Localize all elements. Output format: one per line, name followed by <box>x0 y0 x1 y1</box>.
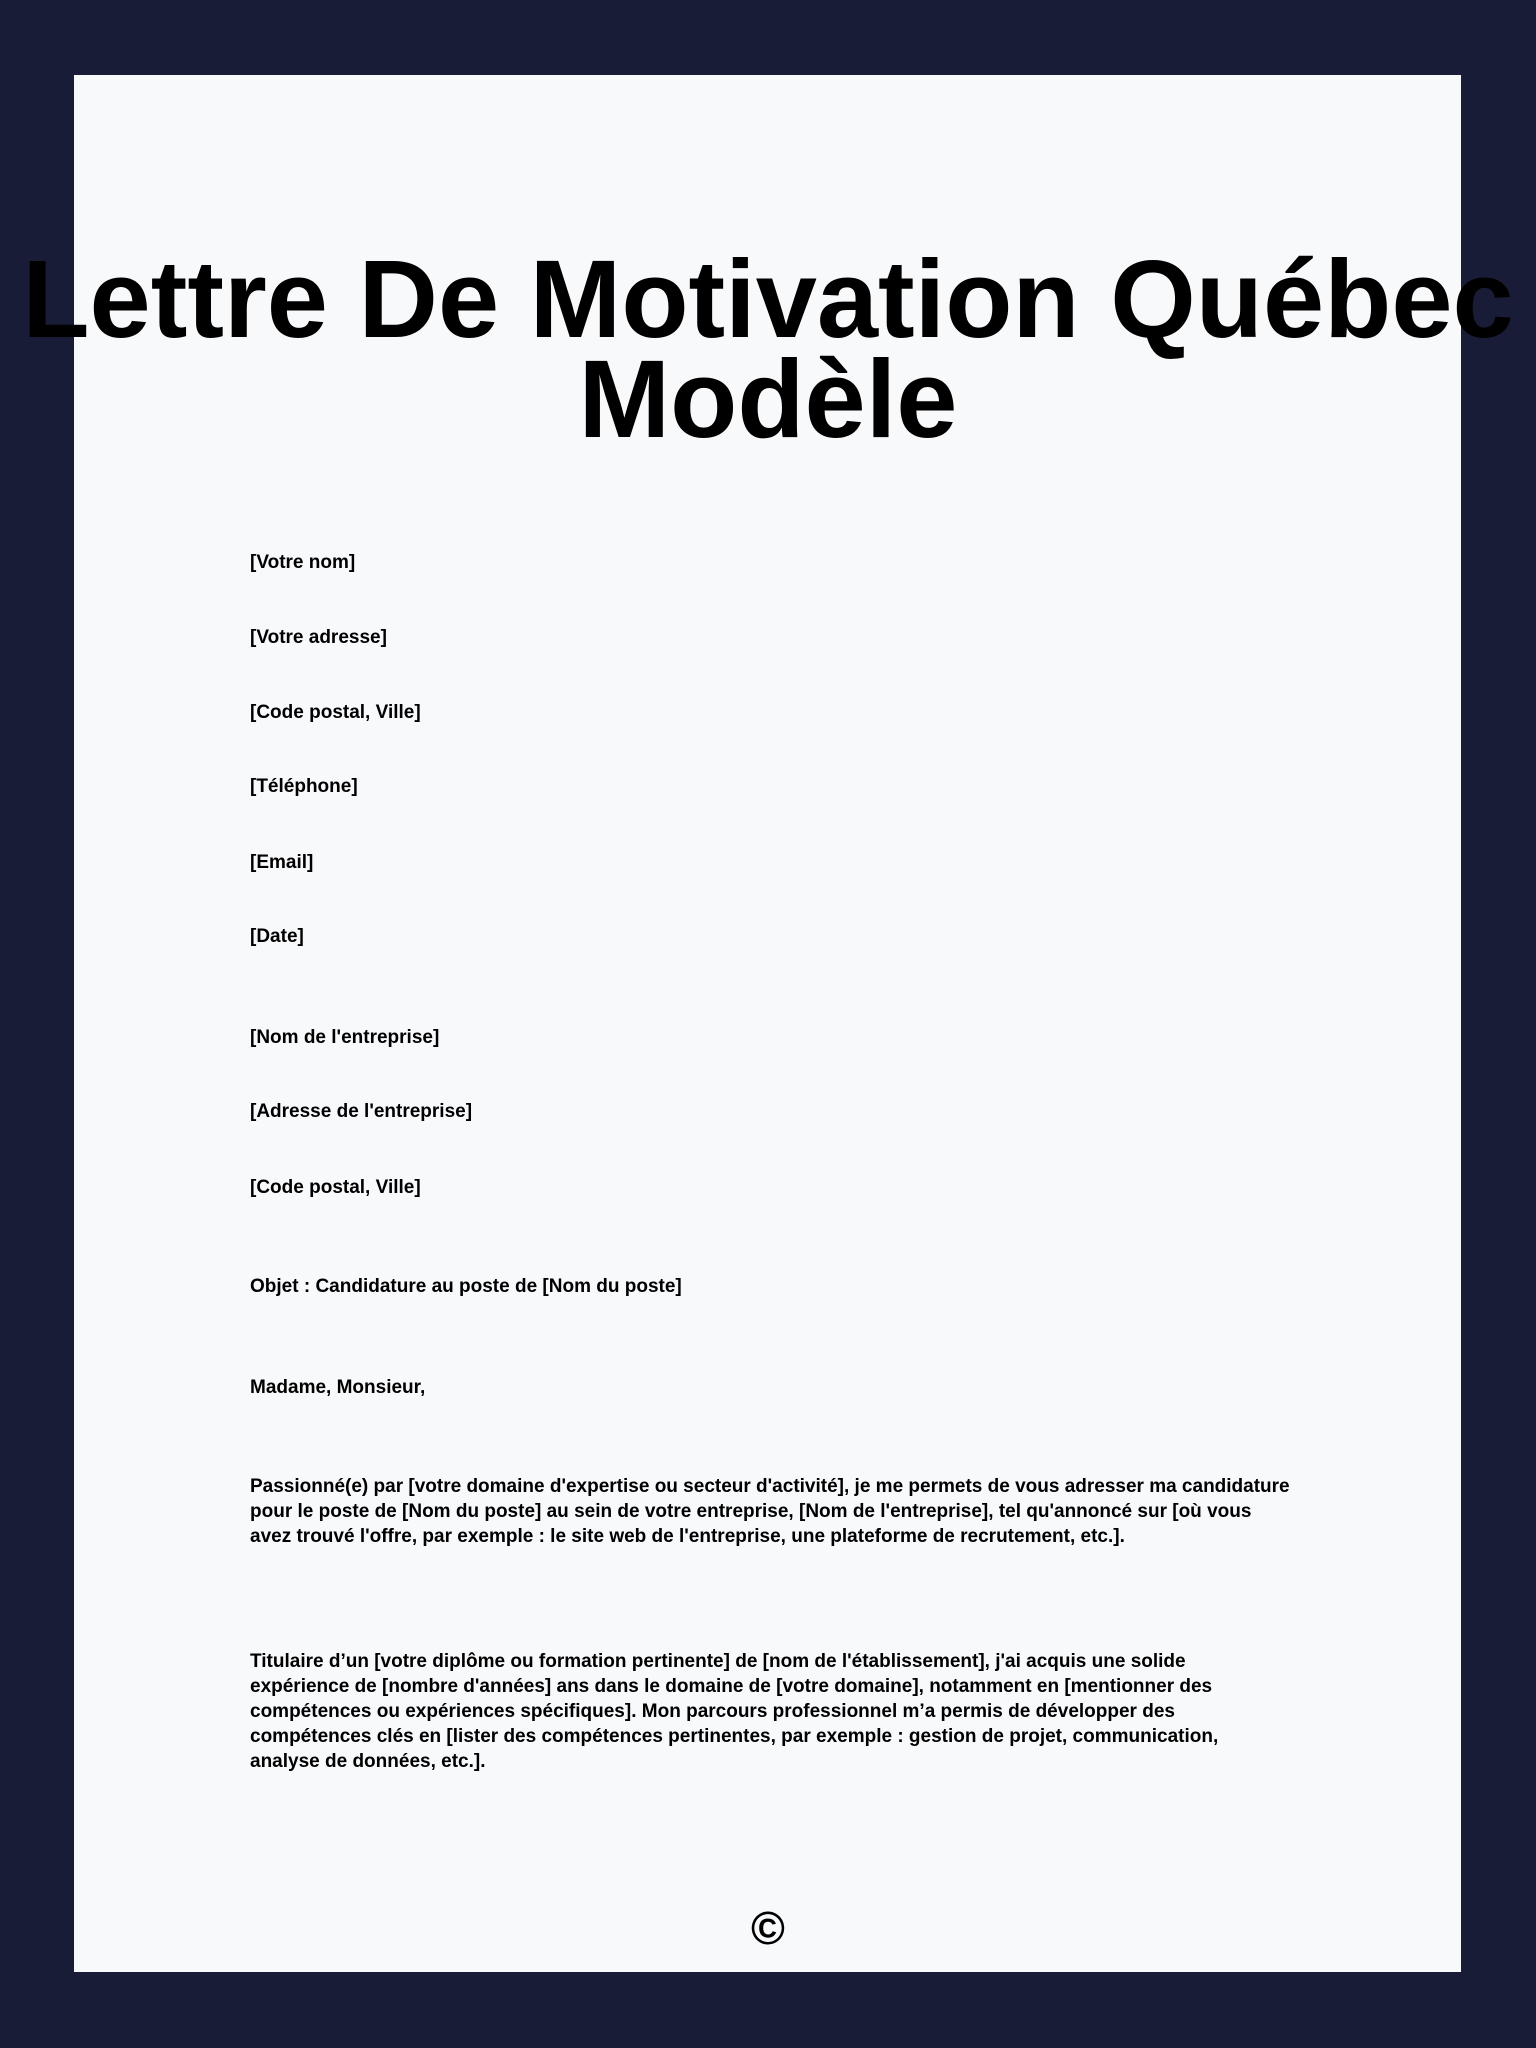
recipient-postal-city: [Code postal, Ville] <box>250 1177 421 1198</box>
salutation: Madame, Monsieur, <box>250 1377 426 1398</box>
letter-subject: Objet : Candidature au poste de [Nom du poste] <box>250 1276 682 1297</box>
recipient-company: [Nom de l'entreprise] <box>250 1027 440 1048</box>
letter-date: [Date] <box>250 926 304 947</box>
sender-address: [Votre adresse] <box>250 627 387 648</box>
sender-phone: [Téléphone] <box>250 776 358 797</box>
page-title: Lettre De Motivation Québec Modèle <box>22 238 1514 461</box>
sender-postal-city: [Code postal, Ville] <box>250 702 421 723</box>
paragraph-1: Passionné(e) par [votre domaine d'expertise ou secteur d'activité], je me permets de vous adresser ma candidature pour le poste de [Nom du poste] au sein de votre entreprise, [Nom de l'entreprise], tel qu'annoncé sur [où vous avez trouvé l'offre, par exemple : le site web de l'entreprise, une plateforme de recrutement, etc.]. <box>250 1476 1290 1547</box>
recipient-address: [Adresse de l'entreprise] <box>250 1101 473 1122</box>
copyright-icon: © <box>751 1902 785 1954</box>
paragraph-2: Titulaire d’un [votre diplôme ou formation pertinente] de [nom de l'établissement], j'ai acquis une solide expérience de [nombre d'années] ans dans le domaine de [votre domaine], notamment en [mentionner des compétences ou expériences spécifiques]. Mon parcours professionnel m’a permis de développer des compétences clés en [lister des compétences pertinentes, par exemple : gestion de projet, communication, analyse de données, etc.]. <box>250 1651 1219 1772</box>
sender-email: [Email] <box>250 852 314 873</box>
sender-name: [Votre nom] <box>250 552 356 573</box>
